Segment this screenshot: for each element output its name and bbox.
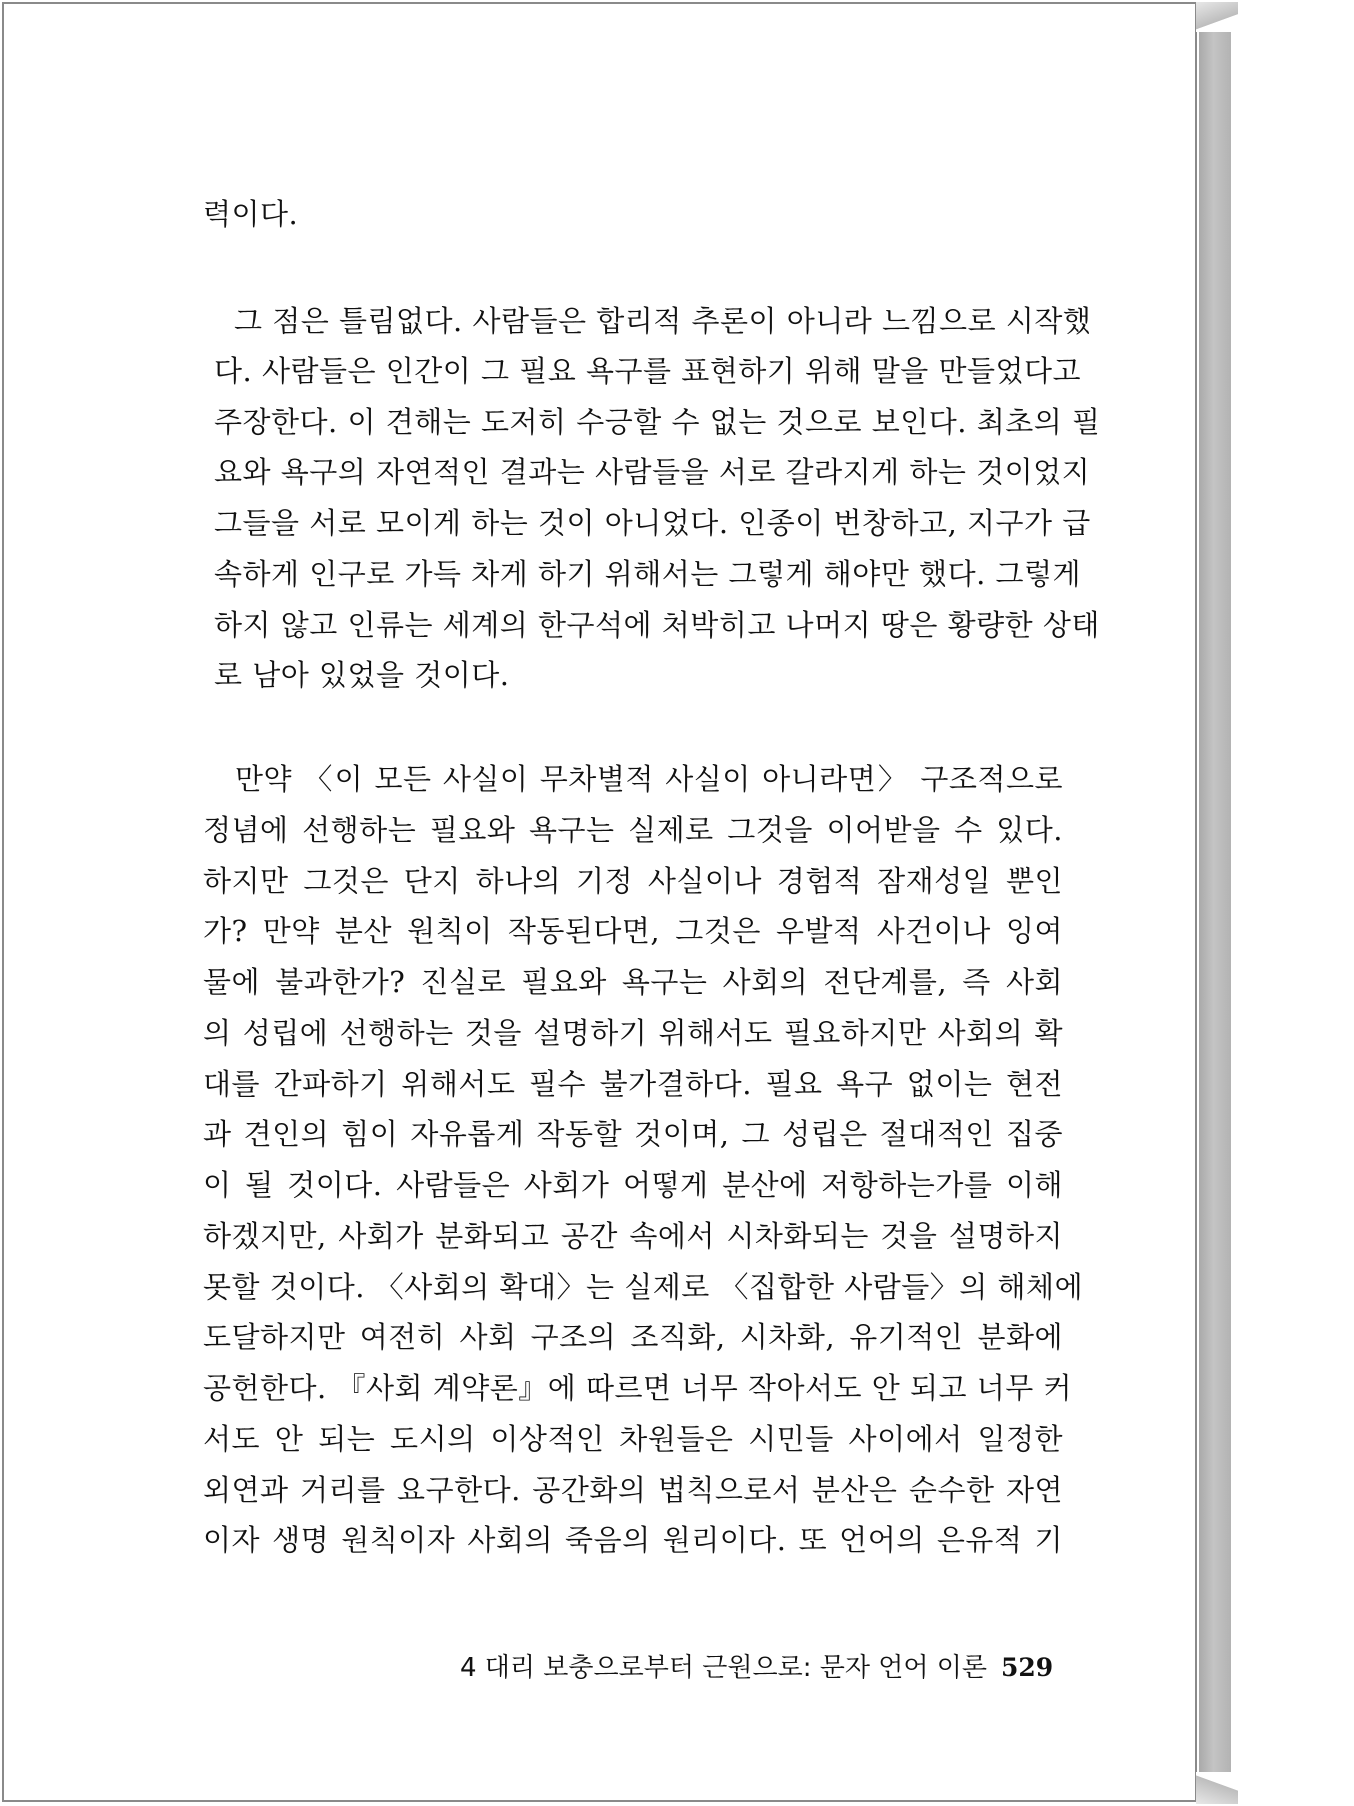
- body-line: 물에 불과한가? 진실로 필요와 욕구는 사회의 전단계를, 즉 사회: [203, 965, 1063, 999]
- body-line: 이자 생명 원칙이자 사회의 죽음의 원리이다. 또 언어의 은유적 기: [203, 1523, 1063, 1557]
- body-line: 공헌한다. 『사회 계약론』에 따르면 너무 작아서도 안 되고 너무 커: [203, 1371, 1073, 1405]
- body-line: 못할 것이다. 〈사회의 확대〉는 실제로 〈집합한 사람들〉의 해체에: [203, 1270, 1084, 1304]
- body-line: 하겠지만, 사회가 분화되고 공간 속에서 시차화되는 것을 설명하지: [203, 1219, 1063, 1253]
- page-corner-bottom: [1196, 1772, 1238, 1804]
- page-number: 529: [1000, 1653, 1054, 1682]
- running-head: 4 대리 보충으로부터 근원으로: 문자 언어 이론: [460, 1653, 987, 1683]
- body-line: 하지만 그것은 단지 하나의 기정 사실이나 경험적 잠재성일 뿐인: [203, 864, 1063, 898]
- body-line: 의 성립에 선행하는 것을 설명하기 위해서도 필요하지만 사회의 확: [203, 1016, 1063, 1050]
- quote-line: 속하게 인구로 가득 차게 하기 위해서는 그렇게 해야만 했다. 그렇게: [214, 557, 1082, 591]
- quote-line: 그 점은 틀림없다. 사람들은 합리적 추론이 아니라 느낌으로 시작했: [234, 304, 1092, 338]
- text-line: 력이다.: [203, 197, 299, 231]
- quote-line: 그들을 서로 모이게 하는 것이 아니었다. 인종이 번창하고, 지구가 급: [214, 506, 1091, 540]
- quote-line: 주장한다. 이 견해는 도저히 수긍할 수 없는 것으로 보인다. 최초의 필: [214, 405, 1101, 439]
- body-line: 서도 안 되는 도시의 이상적인 차원들은 시민들 사이에서 일정한: [203, 1422, 1063, 1456]
- book-page: [2, 2, 1197, 1802]
- body-line: 외연과 거리를 요구한다. 공간화의 법칙으로서 분산은 순수한 자연: [203, 1473, 1063, 1507]
- body-line: 이 될 것이다. 사람들은 사회가 어떻게 분산에 저항하는가를 이해: [203, 1168, 1063, 1202]
- body-line: 도달하지만 여전히 사회 구조의 조직화, 시차화, 유기적인 분화에: [203, 1320, 1063, 1354]
- page-stack-edge: [1199, 6, 1231, 1794]
- body-line: 정념에 선행하는 필요와 욕구는 실제로 그것을 이어받을 수 있다.: [203, 813, 1063, 847]
- page-corner-top: [1196, 2, 1238, 32]
- quote-line: 요와 욕구의 자연적인 결과는 사람들을 서로 갈라지게 하는 것이었지: [214, 455, 1091, 489]
- quote-line: 다. 사람들은 인간이 그 필요 욕구를 표현하기 위해 말을 만들었다고: [214, 354, 1082, 388]
- body-line: 과 견인의 힘이 자유롭게 작동할 것이며, 그 성립은 절대적인 집중: [203, 1117, 1063, 1151]
- body-line: 만약 〈이 모든 사실이 무차별적 사실이 아니라면〉 구조적으로: [235, 762, 1063, 796]
- page-footer: [460, 1647, 1054, 1684]
- quote-line: 하지 않고 인류는 세계의 한구석에 처박히고 나머지 땅은 황량한 상태: [214, 608, 1100, 642]
- body-line: 대를 간파하기 위해서도 필수 불가결하다. 필요 욕구 없이는 현전: [203, 1067, 1063, 1101]
- body-line: 가? 만약 분산 원칙이 작동된다면, 그것은 우발적 사건이나 잉여: [203, 914, 1063, 948]
- quote-line: 로 남아 있었을 것이다.: [214, 658, 510, 692]
